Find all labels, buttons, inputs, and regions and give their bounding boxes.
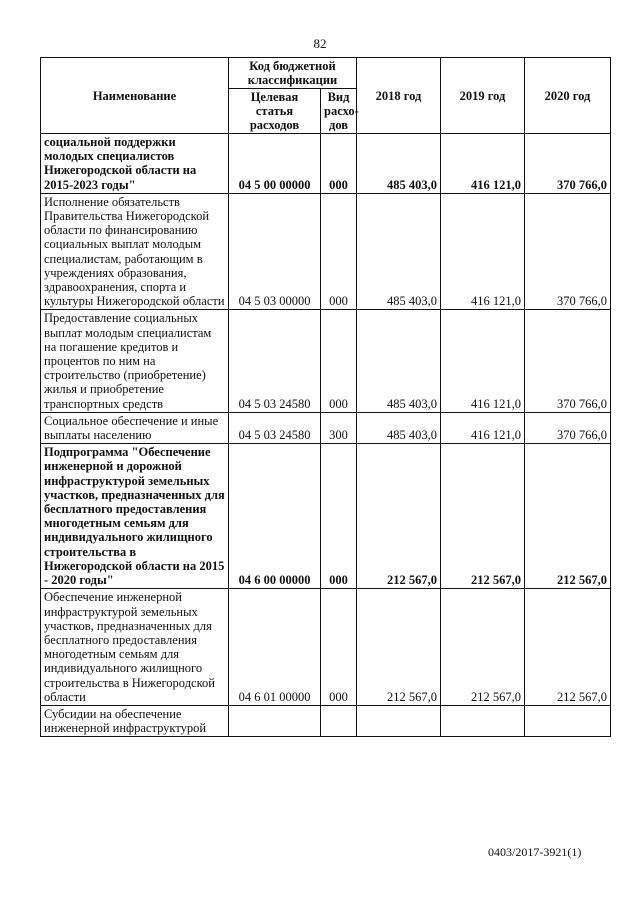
row-2019-cell: 212 567,0 (441, 444, 525, 589)
row-name-cell: социальной поддержки молодых специалистов Нижегородской области на 2015-2023 годы" (41, 134, 229, 194)
table-row (41, 444, 611, 589)
table-row (41, 193, 611, 310)
row-2020-cell: 370 766,0 (525, 310, 611, 412)
row-target-article-cell: 04 5 03 24580 (229, 412, 321, 443)
row-target-article-cell: 04 5 00 00000 (229, 134, 321, 194)
header-2020: 2020 год (525, 58, 611, 134)
row-2018-cell (357, 705, 441, 736)
header-code-group: Код бюджетной классификации (229, 58, 357, 89)
row-2018-cell: 485 403,0 (357, 134, 441, 194)
header-name: Наименование (41, 58, 229, 134)
row-target-article-cell: 04 5 03 00000 (229, 193, 321, 310)
table-row (41, 134, 611, 194)
row-2020-cell: 370 766,0 (525, 134, 611, 194)
row-2020-cell: 212 567,0 (525, 589, 611, 706)
document-code: 0403/2017-3921(1) (488, 845, 582, 859)
row-expense-type-cell: 000 (321, 589, 357, 706)
table-row (41, 310, 611, 412)
row-2020-cell (525, 705, 611, 736)
row-2020-cell: 370 766,0 (525, 193, 611, 310)
row-2019-cell: 416 121,0 (441, 412, 525, 443)
header-2018: 2018 год (357, 58, 441, 134)
table-row (41, 589, 611, 706)
header-row-top (41, 58, 611, 89)
row-expense-type-cell: 300 (321, 412, 357, 443)
row-target-article-cell (229, 705, 321, 736)
row-2019-cell: 416 121,0 (441, 310, 525, 412)
row-2018-cell: 212 567,0 (357, 589, 441, 706)
row-2020-cell: 370 766,0 (525, 412, 611, 443)
row-expense-type-cell: 000 (321, 193, 357, 310)
table-body (41, 134, 611, 737)
row-target-article-cell: 04 6 01 00000 (229, 589, 321, 706)
row-name-cell: Предоставление социальных выплат молодым специалистам на погашение кредитов и процентов по ним на строительство (приобретение) жилья и приобретение транспортных средств (41, 310, 229, 412)
row-2019-cell (441, 705, 525, 736)
row-name-cell: Обеспечение инженерной инфраструктурой земельных участков, предназначенных для бесплатного предоставления многодетным семьям для индивидуального жилищного строительства в Нижегородской области (41, 589, 229, 706)
table-row (41, 705, 611, 736)
row-2018-cell: 212 567,0 (357, 444, 441, 589)
budget-table (40, 57, 611, 737)
row-name-cell: Подпрограмма "Обеспечение инженерной и дорожной инфраструктурой земельных участков, предназначенных для бесплатного предоставления многодетным семьям для индивидуального жилищного строительства в Нижегородской области на 2015 - 2020 годы" (41, 444, 229, 589)
page-number: 82 (313, 36, 327, 51)
row-2018-cell: 485 403,0 (357, 193, 441, 310)
row-2018-cell: 485 403,0 (357, 412, 441, 443)
row-expense-type-cell: 000 (321, 310, 357, 412)
header-target-article: Целевая статья расходов (229, 89, 321, 134)
row-expense-type-cell: 000 (321, 134, 357, 194)
row-2020-cell: 212 567,0 (525, 444, 611, 589)
row-2019-cell: 416 121,0 (441, 193, 525, 310)
row-2019-cell: 212 567,0 (441, 589, 525, 706)
header-2019: 2019 год (441, 58, 525, 134)
row-name-cell: Исполнение обязательств Правительства Нижегородской области по финансированию социальных выплат молодым специалистам, работающим в учреждениях образования, здравоохранения, спорта и культуры Нижегородской области (41, 193, 229, 310)
row-target-article-cell: 04 5 03 24580 (229, 310, 321, 412)
row-name-cell: Социальное обеспечение и иные выплаты населению (41, 412, 229, 443)
row-expense-type-cell (321, 705, 357, 736)
row-expense-type-cell: 000 (321, 444, 357, 589)
row-target-article-cell: 04 6 00 00000 (229, 444, 321, 589)
row-name-cell: Субсидии на обеспечение инженерной инфраструктурой (41, 705, 229, 736)
row-2019-cell: 416 121,0 (441, 134, 525, 194)
header-expense-type: Вид расхо-дов (321, 89, 357, 134)
table-row (41, 412, 611, 443)
row-2018-cell: 485 403,0 (357, 310, 441, 412)
